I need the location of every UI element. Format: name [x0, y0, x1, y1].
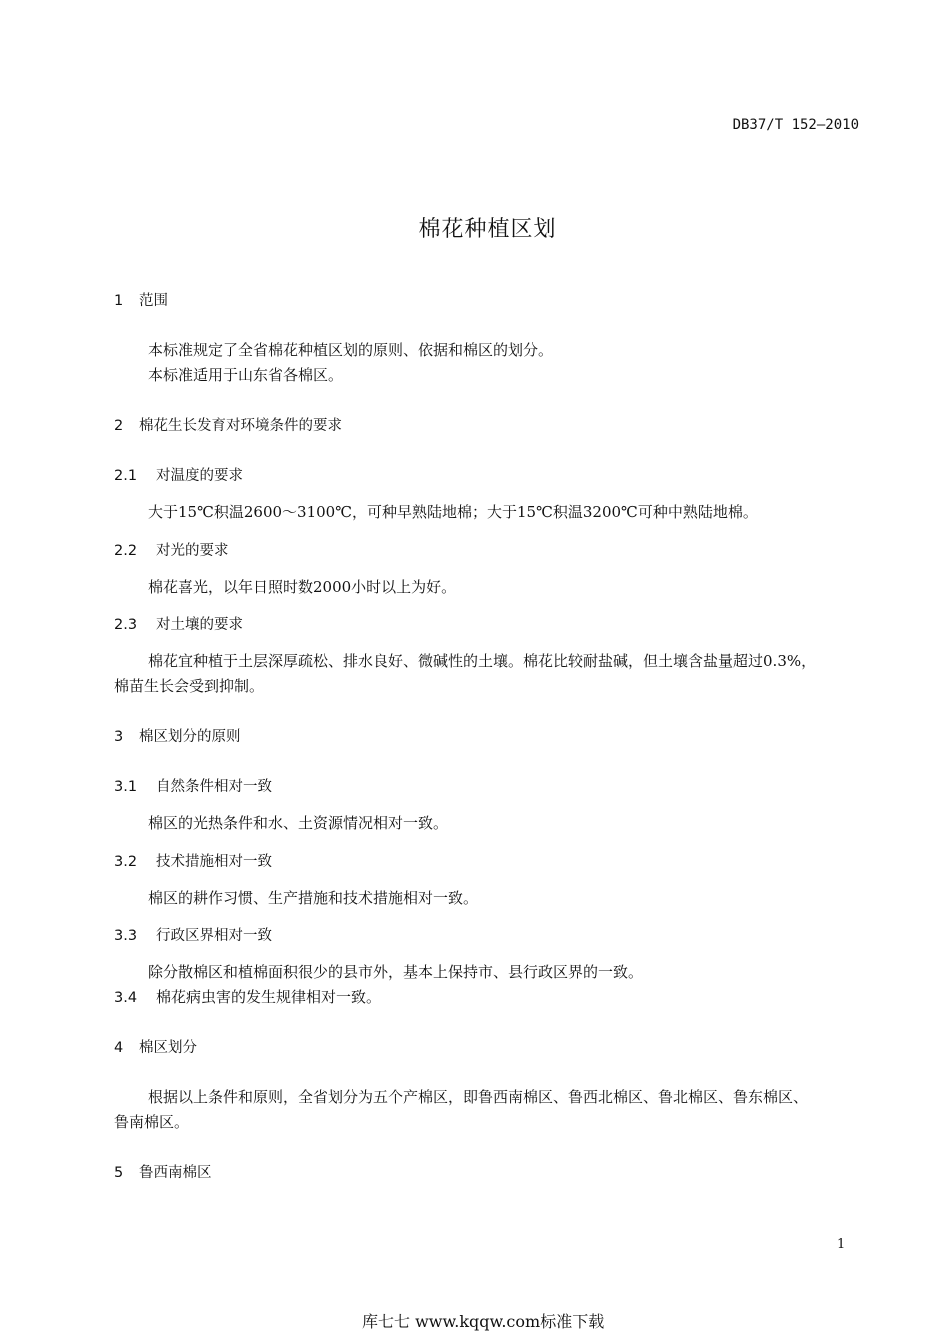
subsection-title: 技术措施相对一致: [156, 854, 272, 870]
section-heading-5: [114, 1161, 212, 1182]
subsection-title: 对土壤的要求: [156, 617, 243, 633]
section-title: 棉区划分的原则: [139, 729, 241, 745]
section-number: 1: [114, 293, 124, 309]
section-number: 3: [114, 729, 124, 745]
subsection-heading-3-3: [114, 924, 272, 945]
paragraph-division-line1: 根据以上条件和原则，全省划分为五个产棉区，即鲁西南棉区、鲁西北棉区、鲁北棉区、鲁东棉区、: [148, 1088, 809, 1106]
subsection-title: 对光的要求: [156, 543, 229, 559]
subsection-heading-2-3: [114, 613, 243, 634]
section-number: 2: [114, 418, 124, 434]
subsection-title: 棉花病虫害的发生规律相对一致。: [156, 988, 382, 1006]
subsection-title: 自然条件相对一致: [156, 779, 272, 795]
paragraph-temperature: 大于15℃积温2600～3100℃，可种早熟陆地棉；大于15℃积温3200℃可种中熟陆地棉。: [148, 503, 758, 521]
subsection-number: 2.2: [114, 543, 138, 559]
subsection-title: 行政区界相对一致: [156, 928, 272, 944]
subsection-number: 2.1: [114, 468, 138, 484]
subsection-heading-3-1: [114, 775, 272, 796]
section-heading-3: [114, 725, 241, 746]
section-number: 4: [114, 1040, 124, 1056]
section-title: 棉区划分: [139, 1040, 197, 1056]
paragraph-natural-conditions: 棉区的光热条件和水、土资源情况相对一致。: [148, 814, 449, 832]
paragraph-scope-1: 本标准规定了全省棉花种植区划的原则、依据和棉区的划分。: [148, 341, 554, 359]
subsection-heading-2-1: [114, 464, 243, 485]
subsection-heading-3-4: [114, 986, 381, 1007]
footer-watermark-text: 库七七 www.kqqw.com标准下载: [362, 1312, 605, 1331]
subsection-title: 对温度的要求: [156, 468, 243, 484]
section-title: 鲁西南棉区: [139, 1165, 212, 1181]
subsection-heading-3-2: [114, 850, 272, 871]
subsection-heading-2-2: [114, 539, 229, 560]
standard-code: DB37/T 152—2010: [732, 117, 859, 133]
subsection-number: 2.3: [114, 617, 138, 633]
subsection-number: 3.3: [114, 928, 138, 944]
document-title: 棉花种植区划: [418, 217, 557, 242]
paragraph-soil-line1: 棉花宜种植于土层深厚疏松、排水良好、微碱性的土壤。棉花比较耐盐碱，但土壤含盐量超过0.3%，: [148, 652, 817, 670]
subsection-number: 3.1: [114, 779, 138, 795]
page-number: 1: [837, 1237, 846, 1252]
paragraph-technical-measures: 棉区的耕作习惯、生产措施和技术措施相对一致。: [148, 889, 479, 907]
section-heading-1: [114, 289, 168, 310]
section-heading-2: [114, 414, 342, 435]
section-title: 棉花生长发育对环境条件的要求: [139, 418, 342, 434]
section-title: 范围: [139, 293, 168, 309]
section-number: 5: [114, 1165, 124, 1181]
paragraph-division-line2: 鲁南棉区。: [114, 1113, 190, 1131]
paragraph-light: 棉花喜光，以年日照时数2000小时以上为好。: [148, 578, 457, 596]
paragraph-scope-2: 本标准适用于山东省各棉区。: [148, 366, 344, 384]
subsection-number: 3.2: [114, 854, 138, 870]
section-heading-4: [114, 1036, 197, 1057]
subsection-number: 3.4: [114, 990, 138, 1006]
paragraph-soil-line2: 棉苗生长会受到抑制。: [114, 677, 265, 695]
paragraph-administrative: 除分散棉区和植棉面积很少的县市外，基本上保持市、县行政区界的一致。: [148, 963, 644, 981]
